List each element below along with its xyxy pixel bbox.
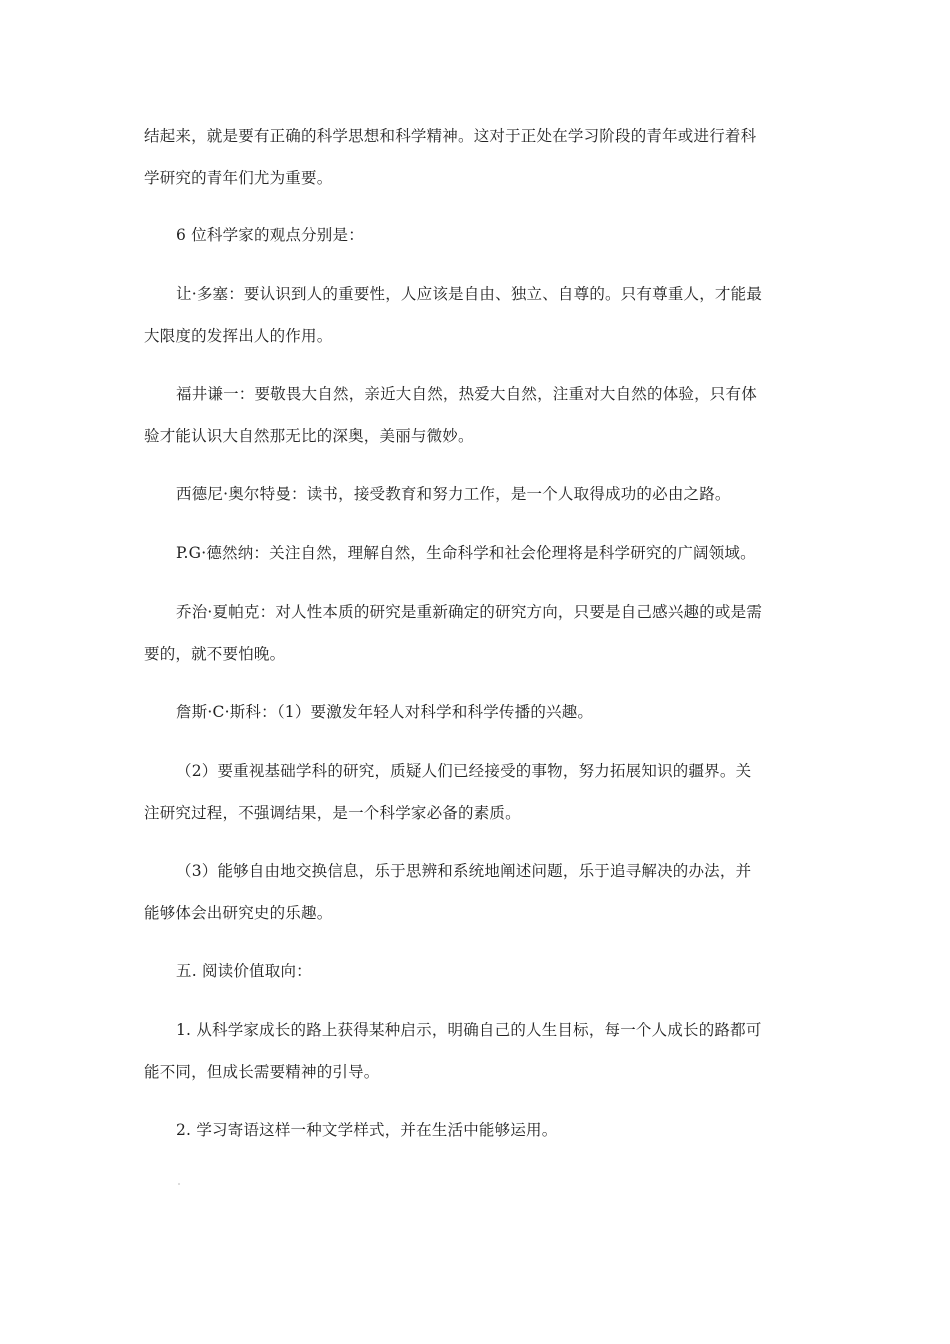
paragraph-line: 结起来，就是要有正确的科学思想和科学精神。这对于正处在学习阶段的青年或进行着科 bbox=[144, 127, 757, 145]
paragraph-line: 2. 学习寄语这样一种文学样式，并在生活中能够运用。 bbox=[176, 1121, 558, 1139]
paragraph-line: 乔治·夏帕克：对人性本质的研究是重新确定的研究方向，只要是自己感兴趣的或是需 bbox=[176, 603, 763, 621]
paragraph-line: （2）要重视基础学科的研究，质疑人们已经接受的事物，努力拓展知识的疆界。关 bbox=[176, 762, 752, 780]
paragraph-line: 6 位科学家的观点分别是： bbox=[176, 226, 364, 244]
paragraph-line: 让·多塞：要认识到人的重要性，人应该是自由、独立、自尊的。只有尊重人，才能最 bbox=[176, 285, 763, 303]
paragraph-line: 福井谦一：要敬畏大自然，亲近大自然，热爱大自然，注重对大自然的体验，只有体 bbox=[176, 385, 757, 403]
paragraph-line: P.G·德然纳：关注自然，理解自然，生命科学和社会伦理将是科学研究的广阔领域。 bbox=[176, 544, 756, 562]
paragraph-line: 能够体会出研究史的乐趣。 bbox=[144, 904, 333, 922]
paragraph-line: 注研究过程，不强调结果，是一个科学家必备的素质。 bbox=[144, 804, 521, 822]
paragraph-line: 学研究的青年们尤为重要。 bbox=[144, 169, 333, 187]
paragraph-line: 验才能认识大自然那无比的深奥，美丽与微妙。 bbox=[144, 427, 474, 445]
paragraph-line: 大限度的发挥出人的作用。 bbox=[144, 327, 333, 345]
paragraph-line: 詹斯·C·斯科：（1）要激发年轻人对科学和科学传播的兴趣。 bbox=[176, 703, 594, 721]
paragraph-line: （3）能够自由地交换信息，乐于思辨和系统地阐述问题，乐于追寻解决的办法，并 bbox=[176, 862, 752, 880]
paragraph-line: 西德尼·奥尔特曼：读书，接受教育和努力工作，是一个人取得成功的必由之路。 bbox=[176, 485, 731, 503]
paragraph-line: 要的，就不要怕晚。 bbox=[144, 645, 286, 663]
paragraph-line: 能不同，但成长需要精神的引导。 bbox=[144, 1063, 380, 1081]
paragraph-line: 1. 从科学家成长的路上获得某种启示，明确自己的人生目标，每一个人成长的路都可 bbox=[176, 1021, 762, 1039]
section-heading: 五. 阅读价值取向： bbox=[176, 962, 312, 980]
stray-mark bbox=[178, 1183, 180, 1185]
